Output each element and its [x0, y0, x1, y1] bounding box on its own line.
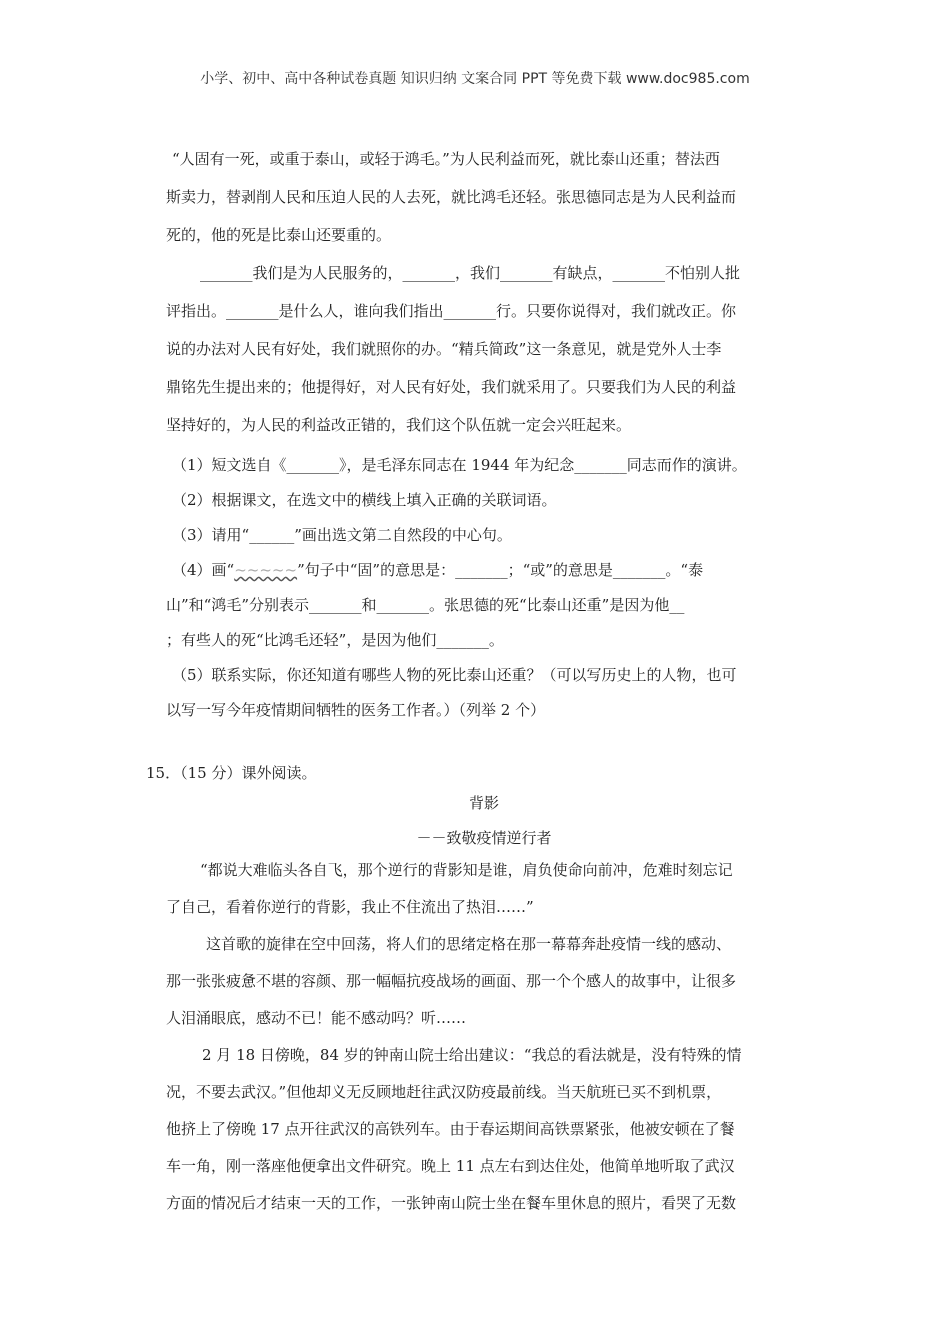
passage-line: “人固有一死，或重于泰山，或轻于鸿毛。”为人民利益而死，就比泰山还重；替法西	[172, 150, 720, 168]
passage-1	[166, 140, 810, 728]
article-line: 这首歌的旋律在空中回荡，将人们的思绪定格在那一幕幕奔赴疫情一线的感动、	[206, 935, 732, 953]
question-4-line-3: ；有些人的死“比鸿毛还轻”，是因为他们_______。	[166, 631, 504, 649]
question-4	[172, 553, 810, 588]
article-line: 2 月 18 日傍晚，84 岁的钟南山院士给出建议：“我总的看法就是，没有特殊的情	[202, 1046, 742, 1064]
question-4-prefix: （4）画“	[172, 561, 235, 579]
passage-line: 斯卖力，替剥削人民和压迫人民的人去死，就比鸿毛还轻。张思德同志是为人民利益而	[166, 188, 737, 206]
question-4-line-2: 山”和“鸿毛”分别表示_______和_______。张思德的死“比泰山还重”是因为他__	[166, 596, 685, 614]
question-5-line-2: 以写一写今年疫情期间牺牲的医务工作者。）（列举 2 个）	[166, 701, 546, 719]
article-line: 那一张张疲惫不堪的容颜、那一幅幅抗疫战场的画面、那一个个感人的故事中，让很多	[166, 972, 737, 990]
article-line: 人泪涌眼底，感动不已！能不感动吗？听……	[166, 1009, 467, 1027]
article-line: 况，不要去武汉。”但他却义无反顾地赶往武汉防疫最前线。当天航班已买不到机票，	[166, 1083, 722, 1101]
passage-line: 说的办法对人民有好处，我们就照你的办。“精兵简政”这一条意见，就是党外人士李	[166, 340, 722, 358]
article-subtitle: －－致敬疫情逆行者	[416, 829, 552, 847]
wavy-line-mark: ~~~~~	[234, 561, 298, 579]
question-1: （1）短文选自《_______》，是毛泽东同志在 1944 年为纪念_______同志而作的演讲。	[172, 456, 747, 474]
passage-line: _______我们是为人民服务的，_______，我们_______有缺点，_______不怕别人批	[200, 264, 741, 282]
question-3: （3）请用“______”画出选文第二自然段的中心句。	[172, 526, 512, 544]
article-body	[166, 852, 810, 1222]
question-4-text: ”句子中“固”的意思是：_______；“或”的意思是_______。“泰	[297, 561, 704, 579]
article-line: “都说大难临头各自飞，那个逆行的背影知是谁，肩负使命向前冲，危难时刻忘记	[200, 861, 733, 879]
question-2: （2）根据课文，在选文中的横线上填入正确的关联词语。	[172, 491, 557, 509]
passage-line: 评指出。_______是什么人，谁向我们指出_______行。只要你说得对，我们就改正。你	[166, 302, 737, 320]
passage-line: 死的，他的死是比泰山还要重的。	[166, 226, 392, 244]
passage-line: 坚持好的，为人民的利益改正错的，我们这个队伍就一定会兴旺起来。	[166, 416, 632, 434]
article-line: 车一角，刚一落座他便拿出文件研究。晚上 11 点左右到达住处，他简单地听取了武汉	[166, 1157, 735, 1175]
article-title: 背影	[468, 794, 499, 812]
passage-line: 鼎铭先生提出来的；他提得好，对人民有好处，我们就采用了。只要我们为人民的利益	[166, 378, 737, 396]
article-line: 了自己，看着你逆行的背影，我止不住流出了热泪……”	[166, 898, 534, 916]
page-header-banner: 小学、初中、高中各种试卷真题 知识归纳 文案合同 PPT 等免费下载 www.doc985.com	[200, 71, 750, 87]
article-line: 他挤上了傍晚 17 点开往武汉的高铁列车。由于春运期间高铁票紧张，他被安顿在了餐	[166, 1120, 735, 1138]
article-line: 方面的情况后才结束一天的工作，一张钟南山院士坐在餐车里休息的照片，看哭了无数	[166, 1194, 737, 1212]
question-5: （5）联系实际，你还知道有哪些人物的死比泰山还重？（可以写历史上的人物，也可	[172, 666, 737, 684]
question-15-heading: 15．（15 分）课外阅读。	[146, 764, 317, 782]
